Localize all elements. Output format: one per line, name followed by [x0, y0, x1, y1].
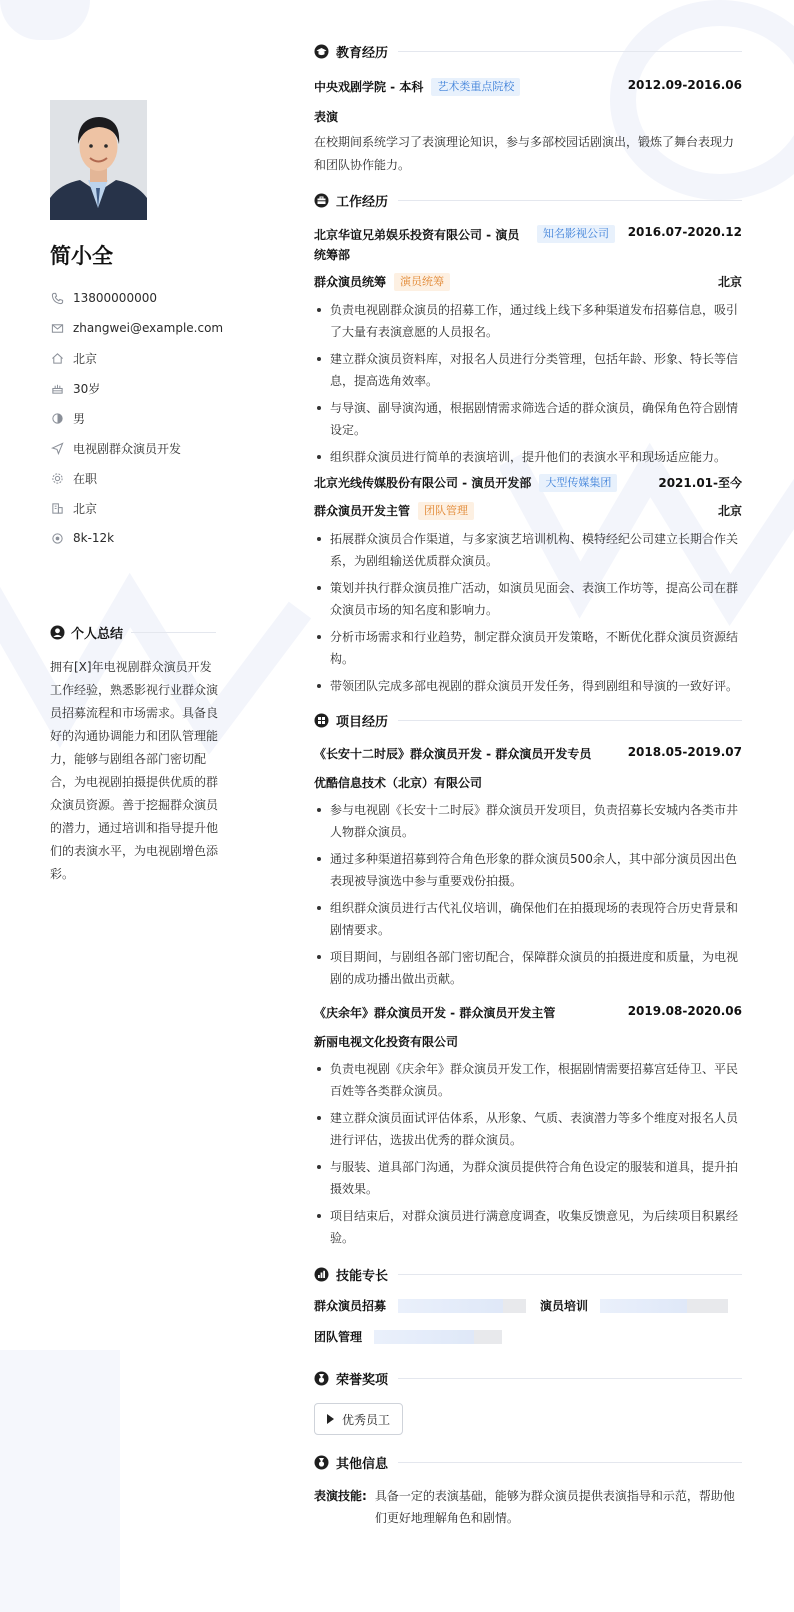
other-row [314, 1485, 742, 1529]
skill-bar-fill [600, 1299, 687, 1313]
medal-icon [314, 1371, 329, 1386]
job-role: 群众演员开发主管 [314, 504, 411, 518]
play-icon [327, 1414, 334, 1424]
education-heading [314, 40, 742, 62]
project-header [314, 1004, 742, 1021]
list-item: 建立群众演员面试评估体系，从形象、气质、表演潜力等多个维度对报名人员进行评估，选拔出优秀的群众演员。 [314, 1107, 742, 1151]
other-key: 表演技能: [314, 1489, 367, 1503]
gear-icon [50, 471, 64, 485]
decor-top-left [0, 0, 90, 40]
education-major: 表演 [314, 110, 339, 124]
education-row [314, 78, 742, 96]
job-role-tag: 演员统筹 [394, 273, 450, 291]
status-value: 在职 [73, 471, 98, 486]
skill-name: 演员培训 [540, 1299, 589, 1313]
other-value: 具备一定的表演基础，能够为群众演员提供表演指导和示范，帮助他们更好地理解角色和剧情。 [374, 1489, 735, 1525]
list-item: 拓展群众演员合作渠道，与多家演艺培训机构、模特经纪公司建立长期合作关系，为剧组输送优质群众演员。 [314, 528, 742, 572]
job-header [314, 225, 742, 265]
info-status [50, 463, 240, 493]
list-item: 项目期间，与剧组各部门密切配合，保障群众演员的拍摄进度和质量，为电视剧的成功播出做出贡献。 [314, 946, 742, 990]
list-item: 与服装、道具部门沟通，为群众演员提供符合角色设定的服装和道具，提升拍摄效果。 [314, 1156, 742, 1200]
info-salary [50, 523, 240, 553]
list-item: 组织群众演员进行简单的表演培训，提升他们的表演水平和现场适应能力。 [314, 446, 742, 468]
skill-item [314, 1328, 502, 1345]
skill-name: 团队管理 [314, 1330, 363, 1344]
work-heading [314, 189, 742, 211]
job-entry [314, 225, 742, 468]
profile-photo [50, 100, 147, 220]
avatar [50, 100, 147, 220]
user-circle-icon [50, 625, 65, 640]
list-item: 通过多种渠道招募到符合角色形象的群众演员500余人，其中部分演员因出色表现被导演选中参与重要戏份拍摄。 [314, 848, 742, 892]
job-company: 北京华谊兄弟娱乐投资有限公司 - 演员统筹部 [314, 228, 520, 262]
mail-icon [50, 321, 64, 335]
skill-bar [600, 1299, 728, 1313]
project-name: 《庆余年》群众演员开发 - 群众演员开发主管 [314, 1006, 556, 1020]
skills-row [314, 1297, 742, 1314]
info-location [50, 343, 240, 373]
skills-title: 技能专长 [336, 1268, 389, 1284]
list-item: 建立群众演员资料库，对报名人员进行分类管理，包括年龄、形象、特长等信息，提高选角效率。 [314, 348, 742, 392]
phone-icon [50, 291, 64, 305]
job-header [314, 474, 742, 492]
phone-value: 13800000000 [73, 291, 157, 305]
job-date: 2021.01-至今 [658, 476, 742, 490]
job-role-row [314, 502, 742, 520]
skills-row [314, 1328, 742, 1345]
list-item: 项目结束后，对群众演员进行满意度调查，收集反馈意见，为后续项目积累经验。 [314, 1205, 742, 1249]
coin-icon [50, 531, 64, 545]
gender-icon [50, 411, 64, 425]
skill-item [314, 1297, 526, 1314]
location-value: 北京 [73, 351, 98, 366]
send-icon [50, 441, 64, 455]
list-item: 负责电视剧群众演员的招募工作，通过线上线下多种渠道发布招募信息，吸引了大量有表演意愿的人员报名。 [314, 299, 742, 343]
job-company-tag: 知名影视公司 [537, 225, 615, 243]
award-badge [314, 1403, 403, 1435]
job-role: 群众演员统筹 [314, 275, 387, 289]
info-age [50, 373, 240, 403]
awards-list [314, 1403, 742, 1435]
project-bullets [314, 1058, 742, 1249]
award-label: 优秀员工 [342, 1412, 391, 1427]
cake-icon [50, 381, 64, 395]
job-company: 北京光线传媒股份有限公司 - 演员开发部 [314, 476, 532, 490]
projects-heading [314, 709, 742, 731]
project-date: 2019.08-2020.06 [627, 1004, 742, 1018]
skill-item [540, 1297, 728, 1314]
project-bullets [314, 799, 742, 990]
info-phone [50, 283, 240, 313]
list-item: 组织群众演员进行古代礼仪培训，确保他们在拍摄现场的表现符合历史背景和剧情要求。 [314, 897, 742, 941]
grid-icon [314, 713, 329, 728]
info-icon [314, 1455, 329, 1470]
project-company: 新丽电视文化投资有限公司 [314, 1035, 459, 1049]
main-content [314, 40, 742, 1529]
list-item: 与导演、副导演沟通，根据剧情需求筛选合适的群众演员，确保角色符合剧情设定。 [314, 397, 742, 441]
skills-heading [314, 1263, 742, 1285]
skill-bar [374, 1330, 502, 1344]
summary-text: 拥有[X]年电视剧群众演员开发工作经验，熟悉影视行业群众演员招募流程和市场需求。具备良好的沟通协调能力和团队管理能力，能够与剧组各部门密切配合，为电视剧拍摄提供优质的群众演员资源。善于挖掘群众演员的潜力，通过培训和指导提升他们的表演水平，为电视剧增色添彩。 [50, 660, 219, 881]
project-header [314, 745, 742, 762]
job-city: 北京 [717, 275, 742, 289]
project-entry [314, 745, 742, 990]
job-city: 北京 [717, 504, 742, 518]
job-entry [314, 474, 742, 697]
job-bullets [314, 299, 742, 468]
home-icon [50, 351, 64, 365]
school-name: 中央戏剧学院 - 本科 [314, 80, 424, 94]
candidate-name: 简小全 [50, 244, 113, 268]
school-tag: 艺术类重点院校 [431, 78, 520, 96]
gender-value: 男 [73, 411, 86, 426]
skill-name: 群众演员招募 [314, 1299, 387, 1313]
other-title: 其他信息 [336, 1456, 389, 1472]
work-title: 工作经历 [336, 194, 389, 210]
info-target-city [50, 493, 240, 523]
job-date: 2016.07-2020.12 [627, 225, 742, 239]
education-title: 教育经历 [336, 45, 389, 61]
contact-info-list [50, 283, 240, 553]
age-value: 30岁 [73, 381, 101, 396]
summary-heading [50, 623, 216, 642]
bar-chart-icon [314, 1267, 329, 1282]
job-bullets [314, 528, 742, 697]
target-city-value: 北京 [73, 501, 98, 516]
awards-title: 荣誉奖项 [336, 1372, 389, 1388]
skill-bar [398, 1299, 526, 1313]
skill-bar-fill [398, 1299, 503, 1313]
list-item: 参与电视剧《长安十二时辰》群众演员开发项目，负责招募长安城内各类市井人物群众演员。 [314, 799, 742, 843]
project-company: 优酷信息技术（北京）有限公司 [314, 776, 483, 790]
job-role-row [314, 273, 742, 291]
building-icon [50, 501, 64, 515]
list-item: 负责电视剧《庆余年》群众演员开发工作，根据剧情需要招募宫廷侍卫、平民百姓等各类群众演员。 [314, 1058, 742, 1102]
other-heading [314, 1451, 742, 1473]
decor-bottom-left [0, 1350, 120, 1612]
job-company-tag: 大型传媒集团 [539, 474, 617, 492]
project-name: 《长安十二时辰》群众演员开发 - 群众演员开发专员 [314, 747, 592, 761]
job-role-tag: 团队管理 [418, 502, 474, 520]
email-value: zhangwei@example.com [73, 321, 224, 335]
info-gender [50, 403, 240, 433]
target-job-value: 电视剧群众演员开发 [73, 441, 182, 456]
education-date: 2012.09-2016.06 [627, 78, 742, 92]
info-email [50, 313, 240, 343]
list-item: 带领团队完成多部电视剧的群众演员开发任务，得到剧组和导演的一致好评。 [314, 675, 742, 697]
project-entry [314, 1004, 742, 1249]
skill-bar-fill [374, 1330, 474, 1344]
salary-value: 8k-12k [73, 531, 115, 545]
briefcase-icon [314, 193, 329, 208]
awards-heading [314, 1367, 742, 1389]
list-item: 策划并执行群众演员推广活动，如演员见面会、表演工作坊等，提高公司在群众演员市场的知名度和影响力。 [314, 577, 742, 621]
project-date: 2018.05-2019.07 [627, 745, 742, 759]
summary-title: 个人总结 [71, 627, 124, 642]
info-target-job [50, 433, 240, 463]
projects-title: 项目经历 [336, 714, 389, 730]
education-desc: 在校期间系统学习了表演理论知识，参与多部校园话剧演出，锻炼了舞台表现力和团队协作能力。 [314, 135, 735, 172]
graduation-cap-icon [314, 44, 329, 59]
list-item: 分析市场需求和行业趋势，制定群众演员开发策略，不断优化群众演员资源结构。 [314, 626, 742, 670]
